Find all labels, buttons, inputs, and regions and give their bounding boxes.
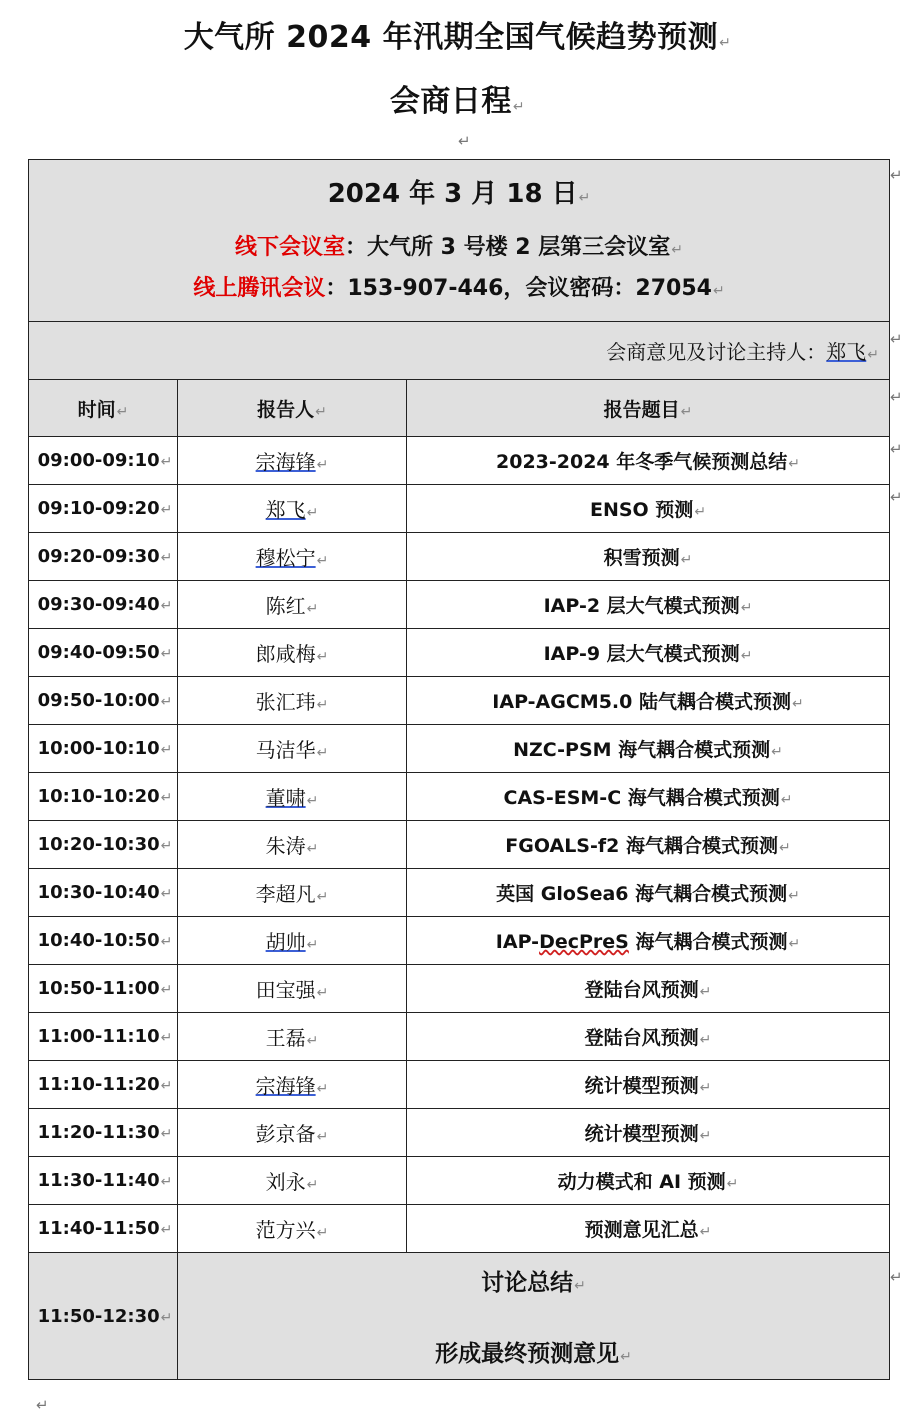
topic-cell: CAS-ESM-C 海气耦合模式预测↵ — [407, 773, 890, 821]
spellcheck-flagged-word: DecPreS — [539, 931, 629, 953]
summary-cell — [178, 1253, 890, 1380]
time-cell: 10:10-10:20↵ — [29, 773, 178, 821]
table-row — [29, 1157, 890, 1205]
table-row — [29, 485, 890, 533]
table-row — [29, 437, 890, 485]
time-cell: 11:40-11:50↵ — [29, 1205, 178, 1253]
paragraph-mark: ↵ — [36, 1396, 49, 1414]
time-cell: 10:00-10:10↵ — [29, 725, 178, 773]
table-row — [29, 917, 890, 965]
time-cell: 11:20-11:30↵ — [29, 1109, 178, 1157]
table-row — [29, 629, 890, 677]
table-header-row — [29, 380, 890, 437]
online-meeting: 线上腾讯会议：153-907-446，会议密码：27054↵ — [193, 276, 725, 301]
topic-cell: 积雪预测↵ — [407, 533, 890, 581]
row-end-mark: ↵ — [890, 330, 903, 348]
speaker-cell: 董啸↵ — [178, 773, 407, 821]
topic-cell: ENSO 预测↵ — [407, 485, 890, 533]
speaker-cell: 王磊↵ — [178, 1013, 407, 1061]
column-header-topic: 报告题目↵ — [407, 380, 890, 437]
speaker-cell: 张汇玮↵ — [178, 677, 407, 725]
meeting-date: 2024 年 3 月 18 日↵ — [327, 179, 591, 209]
offline-room: 线下会议室：大气所 3 号楼 2 层第三会议室↵ — [235, 235, 684, 260]
time-cell: 10:20-10:30↵ — [29, 821, 178, 869]
topic-cell: 登陆台风预测↵ — [407, 965, 890, 1013]
table-row — [29, 869, 890, 917]
topic-cell: 统计模型预测↵ — [407, 1109, 890, 1157]
topic-cell: IAP-2 层大气模式预测↵ — [407, 581, 890, 629]
summary-line-2: 形成最终预测意见↵ — [435, 1341, 632, 1367]
table-row — [29, 1013, 890, 1061]
time-cell: 10:30-10:40↵ — [29, 869, 178, 917]
topic-cell: 动力模式和 AI 预测↵ — [407, 1157, 890, 1205]
table-row — [29, 581, 890, 629]
table-row — [29, 1109, 890, 1157]
time-cell: 09:20-09:30↵ — [29, 533, 178, 581]
time-cell: 11:30-11:40↵ — [29, 1157, 178, 1205]
topic-cell: FGOALS-f2 海气耦合模式预测↵ — [407, 821, 890, 869]
speaker-cell: 胡帅↵ — [178, 917, 407, 965]
topic-cell: 预测意见汇总↵ — [407, 1205, 890, 1253]
topic-cell: NZC-PSM 海气耦合模式预测↵ — [407, 725, 890, 773]
document-title: 大气所 2024 年汛期全国气候趋势预测↵ — [183, 20, 732, 55]
host-label: 会商意见及讨论主持人： — [606, 340, 827, 364]
topic-cell: IAP-9 层大气模式预测↵ — [407, 629, 890, 677]
time-cell: 09:40-09:50↵ — [29, 629, 178, 677]
row-end-mark: ↵ — [890, 440, 903, 458]
table-row — [29, 773, 890, 821]
summary-row — [29, 1253, 890, 1380]
table-row — [29, 533, 890, 581]
speaker-cell: 郎咸梅↵ — [178, 629, 407, 677]
table-row — [29, 1061, 890, 1109]
host-cell: 会商意见及讨论主持人：郑飞↵ — [29, 322, 890, 380]
time-cell: 11:10-11:20↵ — [29, 1061, 178, 1109]
speaker-cell: 范方兴↵ — [178, 1205, 407, 1253]
host-name: 郑飞 — [826, 340, 867, 364]
table-row — [29, 725, 890, 773]
time-cell: 09:10-09:20↵ — [29, 485, 178, 533]
table-row — [29, 1205, 890, 1253]
summary-line-1: 讨论总结↵ — [481, 1270, 586, 1296]
time-cell: 10:50-11:00↵ — [29, 965, 178, 1013]
meeting-info-cell — [29, 160, 890, 322]
topic-cell: 登陆台风预测↵ — [407, 1013, 890, 1061]
time-cell: 09:00-09:10↵ — [29, 437, 178, 485]
speaker-cell: 宗海锋↵ — [178, 437, 407, 485]
schedule-table — [28, 159, 890, 1380]
row-end-mark: ↵ — [890, 166, 903, 184]
document-subtitle: 会商日程↵ — [389, 84, 526, 119]
time-cell: 10:40-10:50↵ — [29, 917, 178, 965]
time-cell: 09:50-10:00↵ — [29, 677, 178, 725]
topic-cell: 2023-2024 年冬季气候预测总结↵ — [407, 437, 890, 485]
topic-cell: 统计模型预测↵ — [407, 1061, 890, 1109]
topic-cell: IAP-DecPreS 海气耦合模式预测↵ — [407, 917, 890, 965]
column-header-speaker: 报告人↵ — [178, 380, 407, 437]
speaker-cell: 朱涛↵ — [178, 821, 407, 869]
table-row — [29, 965, 890, 1013]
speaker-cell: 彭京备↵ — [178, 1109, 407, 1157]
column-header-time: 时间↵ — [29, 380, 178, 437]
speaker-cell: 陈红↵ — [178, 581, 407, 629]
speaker-cell: 马洁华↵ — [178, 725, 407, 773]
summary-time-cell: 11:50-12:30↵ — [29, 1253, 178, 1380]
topic-cell: IAP-AGCM5.0 陆气耦合模式预测↵ — [407, 677, 890, 725]
table-row — [29, 821, 890, 869]
paragraph-mark: ↵ — [458, 132, 471, 150]
row-end-mark: ↵ — [890, 388, 903, 406]
speaker-cell: 穆松宁↵ — [178, 533, 407, 581]
speaker-cell: 刘永↵ — [178, 1157, 407, 1205]
topic-cell: 英国 GloSea6 海气耦合模式预测↵ — [407, 869, 890, 917]
row-end-mark: ↵ — [890, 488, 903, 506]
speaker-cell: 郑飞↵ — [178, 485, 407, 533]
time-cell: 09:30-09:40↵ — [29, 581, 178, 629]
speaker-cell: 宗海锋↵ — [178, 1061, 407, 1109]
speaker-cell: 李超凡↵ — [178, 869, 407, 917]
speaker-cell: 田宝强↵ — [178, 965, 407, 1013]
time-cell: 11:00-11:10↵ — [29, 1013, 178, 1061]
row-end-mark: ↵ — [890, 1268, 903, 1286]
table-row — [29, 677, 890, 725]
